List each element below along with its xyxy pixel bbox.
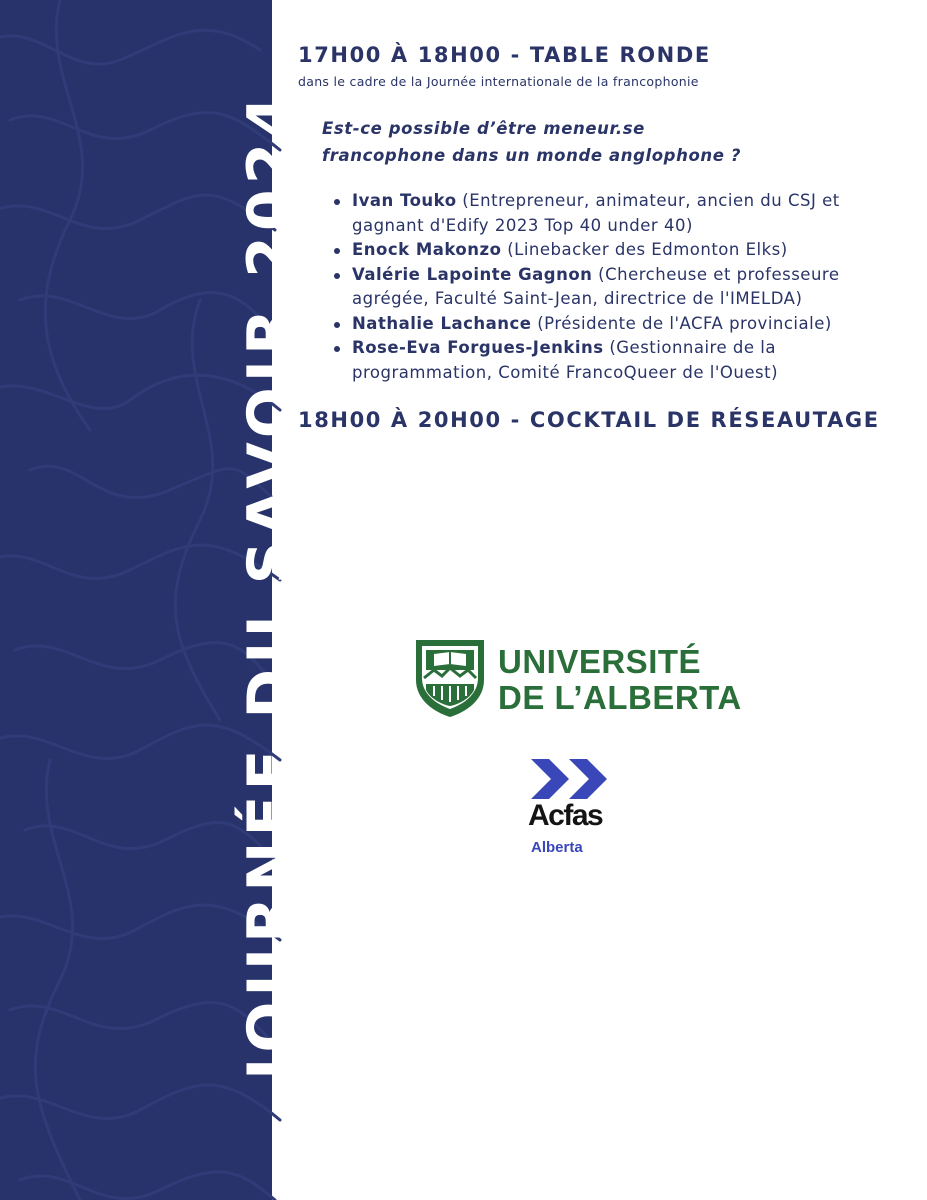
roundtable-question: [322, 115, 842, 169]
double-chevron-icon: [531, 759, 611, 799]
speaker-name: Ivan Touko: [352, 191, 457, 210]
speaker-description: (Présidente de l'ACFA provinciale): [537, 313, 832, 333]
speaker-item: [352, 263, 872, 312]
program-content: [298, 42, 908, 433]
speaker-item: [352, 336, 872, 385]
roundtable-subtitle: dans le cadre de la Journée internationale de la francophonie: [298, 74, 699, 89]
speaker-description: (Gestionnaire de la programmation, Comité FrancoQueer de l'Ouest): [352, 338, 779, 382]
roundtable-heading: 17H00 À 18H00 - TABLE RONDE: [298, 43, 711, 67]
speaker-name: Enock Makonzo: [352, 240, 502, 259]
speaker-item: [352, 238, 872, 263]
speaker-description: (Chercheuse et professeure agrégée, Faculté Saint-Jean, directrice de l'IMELDA): [352, 264, 840, 308]
cocktail-heading: 18H00 À 20H00 - COCKTAIL DE RÉSEAUTAGE: [298, 408, 880, 432]
question-line-2: francophone dans un monde anglophone ?: [322, 146, 742, 165]
acfas-region: Alberta: [531, 839, 583, 856]
ualberta-logo: [414, 638, 744, 718]
speaker-description: (Linebacker des Edmonton Elks): [507, 240, 788, 259]
ualberta-wordmark: [498, 644, 742, 716]
speaker-name: Rose-Eva Forgues-Jenkins: [352, 338, 604, 357]
sidebar-panel: [0, 0, 305, 1200]
speaker-item: [352, 189, 872, 238]
ualberta-line-2: DE L’ALBERTA: [498, 679, 742, 716]
question-line-1: Est-ce possible d’être meneur.se: [322, 119, 645, 138]
university-shield-icon: [414, 638, 486, 718]
topographic-pattern: [0, 0, 272, 1200]
acfas-logo: [528, 755, 638, 865]
acfas-name: Acfas: [528, 799, 603, 832]
vertical-title: JOURNÉE DU SAVOIR 2024: [235, 90, 305, 1080]
speaker-name: Nathalie Lachance: [352, 313, 532, 333]
speaker-description: (Entrepreneur, animateur, ancien du CSJ et gagnant d'Edify 2023 Top 40 under 40): [352, 191, 840, 235]
speaker-list: [298, 189, 872, 385]
speaker-item: [352, 312, 872, 337]
ualberta-line-1: UNIVERSITÉ: [498, 643, 702, 680]
speaker-name: Valérie Lapointe Gagnon: [352, 264, 593, 284]
